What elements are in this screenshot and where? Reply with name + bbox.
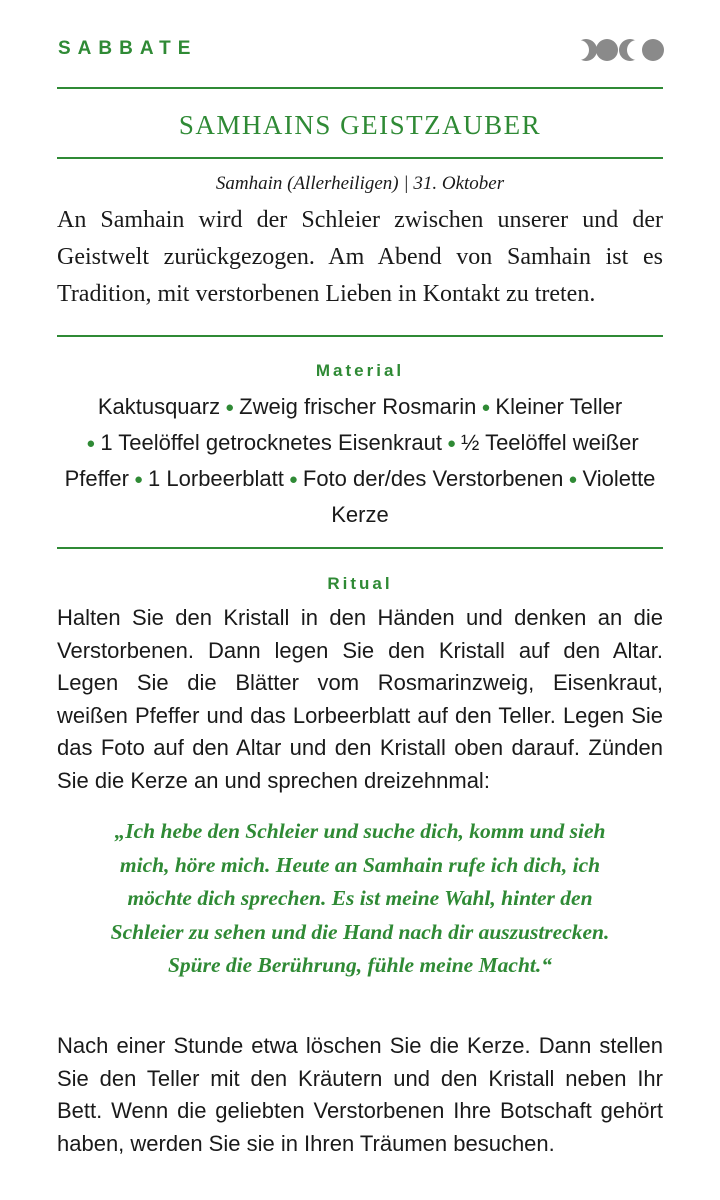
page-subtitle: Samhain (Allerheiligen) | 31. Oktober: [215, 173, 505, 194]
incantation-quote: „Ich hebe den Schleier und suche dich, komm und sieh mich, höre mich. Heute an Samhain rufe ich dich, ich möchte dich sprechen. Es ist meine Wahl, hinter den Schleier zu sehen und die Hand nach dir auszustrecken. Spüre die Berührung, fühle meine Macht.“: [110, 819, 610, 977]
moon-phases-icon: [574, 37, 666, 63]
bullet-icon: ●: [288, 471, 298, 488]
bullet-icon: ●: [86, 435, 96, 452]
divider-top: [57, 87, 663, 89]
bullet-icon: ●: [225, 399, 235, 416]
intro-paragraph: An Samhain wird der Schleier zwischen unserer und der Geistwelt zurückgezogen. Am Abend von Samhain ist es Tradition, mit verstorbenen Lieben in Kontakt zu treten.: [57, 207, 663, 307]
material-item: 1 Lorbeerblatt: [148, 466, 284, 491]
material-heading: Material: [315, 361, 405, 380]
bullet-icon: ●: [568, 471, 578, 488]
divider-material: [57, 547, 663, 549]
material-item: 1 Teelöffel getrocknetes Eisenkraut: [100, 430, 442, 455]
ritual-heading: Ritual: [327, 574, 393, 593]
bullet-icon: ●: [446, 435, 456, 452]
bullet-icon: ●: [133, 471, 144, 488]
divider-intro: [57, 335, 663, 337]
full-moon-icon: [596, 39, 618, 61]
page-title: SAMHAINS GEISTZAUBER: [178, 110, 542, 140]
section-label: SABBATE: [58, 38, 198, 59]
material-item: Violette Kerze: [331, 466, 656, 527]
material-item: Kaktusquarz: [97, 394, 221, 419]
material-item: Zweig frischer Rosmarin: [239, 394, 477, 419]
full-moon-icon-2: [642, 39, 664, 61]
material-list: [57, 390, 663, 531]
waning-crescent-moon-icon: [574, 39, 597, 61]
closing-paragraph: Nach einer Stunde etwa löschen Sie die Kerze. Dann stellen Sie den Teller mit den Kräutern und den Kristall neben Ihr Bett. Wenn die geliebten Verstorbenen Ihre Botschaft gehört haben, werden Sie sie in Ihren Träumen besuchen.: [57, 1033, 663, 1156]
divider-title: [57, 157, 663, 159]
bullet-icon: ●: [481, 399, 491, 416]
ritual-instructions: Halten Sie den Kristall in den Händen und denken an die Verstorbenen. Dann legen Sie den Kristall auf den Altar. Legen Sie die Blätter vom Rosmarinzweig, Eisenkraut, weißen Pfeffer und das Lorbeerblatt auf den Teller. Legen Sie das Foto auf den Altar und den Kristall oben darauf. Zünden Sie die Kerze an und sprechen dreizehnmal:: [57, 605, 663, 793]
material-item: Kleiner Teller: [495, 394, 623, 419]
material-item: ½ Teelöffel weißer Pfeffer: [64, 430, 639, 491]
material-item: Foto der/des Verstorbenen: [302, 466, 564, 491]
